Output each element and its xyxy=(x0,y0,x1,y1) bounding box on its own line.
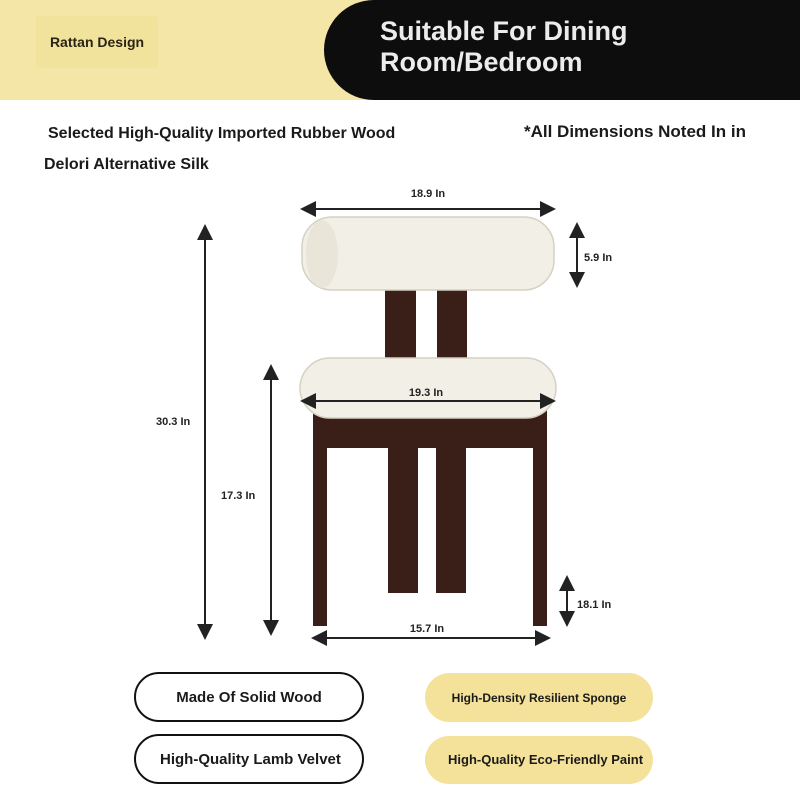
front-leg-left xyxy=(313,440,327,626)
feature-eco-paint: High-Quality Eco-Friendly Paint xyxy=(425,736,653,784)
brand-label: Rattan Design xyxy=(36,16,158,68)
dim-backrest-height: 5.9 In xyxy=(584,252,613,264)
headline-line-1: Suitable For Dining xyxy=(380,16,628,46)
dim-backrest-width: 18.9 In xyxy=(410,188,446,200)
center-leg-right xyxy=(436,440,466,593)
feature-solid-wood: Made Of Solid Wood xyxy=(134,672,364,722)
fabric-note: Delori Alternative Silk xyxy=(44,156,209,173)
chair-backrest xyxy=(302,217,554,290)
back-post-right xyxy=(437,284,467,362)
dim-seat-height: 17.3 In xyxy=(221,490,256,502)
dim-leg-height: 18.1 In xyxy=(577,599,612,611)
dim-seat-width: 19.3 In xyxy=(408,387,444,399)
center-leg-left xyxy=(388,440,418,593)
dim-base-width: 15.7 In xyxy=(409,623,445,635)
dimensions-note: *All Dimensions Noted In in xyxy=(524,122,746,141)
wood-note: Selected High-Quality Imported Rubber Wood xyxy=(48,125,396,142)
feature-lamb-velvet: High-Quality Lamb Velvet xyxy=(134,734,364,784)
headline-line-2: Room/Bedroom xyxy=(380,47,583,77)
front-leg-right xyxy=(533,440,547,626)
chair-frame xyxy=(313,284,547,626)
dim-total-height: 30.3 In xyxy=(156,416,191,428)
back-post-left xyxy=(385,284,416,362)
feature-sponge: High-Density Resilient Sponge xyxy=(425,673,653,722)
